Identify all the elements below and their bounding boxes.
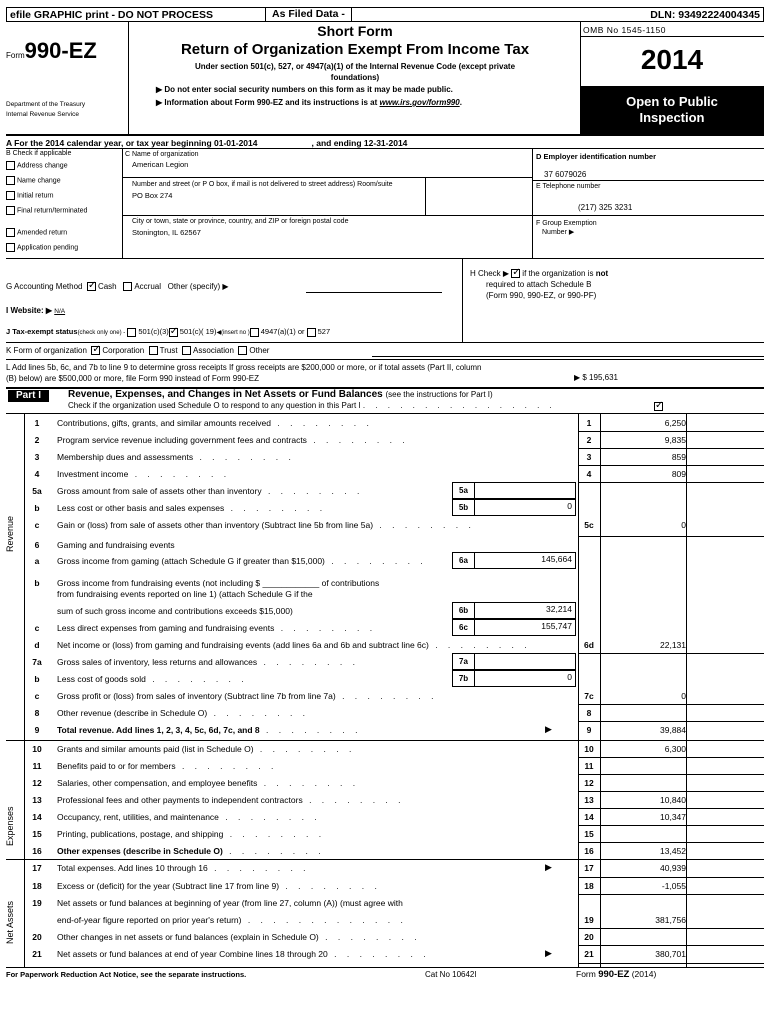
inner-box-label: 7a [453,654,475,669]
line-box-label: 19 [584,915,594,925]
amount-column-border [686,413,687,967]
line-label: from fundraising events reported on line 1) (attach Schedule G if the [57,589,313,599]
line-number: d [34,640,40,650]
line-label: Contributions, gifts, grants, and similar amounts received . . . . . . . . [57,418,373,428]
group-label: F Group Exemption Number ▶ [536,220,597,236]
line-box-label: 15 [584,829,594,839]
b-item[interactable]: Final return/terminated [6,206,116,215]
cat-number: Cat No 10642I [425,970,477,979]
501c-checkbox[interactable] [169,328,178,337]
paperwork-notice: For Paperwork Reduction Act Notice, see the separate instructions. [6,970,247,979]
line-number: 1 [34,418,40,428]
line-number: b [34,578,40,588]
checkbox[interactable] [6,176,15,185]
org-name: American Legion [132,160,189,169]
check-applicable: B Check if applicable [6,150,72,157]
line-label: end-of-year figure reported on prior year's return) . . . . . . . . . . . . . [57,915,407,925]
line-label: Program service revenue including government fees and contracts . . . . . . . . [57,435,409,445]
inner-box[interactable] [452,670,576,687]
dln: DLN: 93492224004345 [650,9,760,21]
inner-box[interactable] [452,653,576,670]
line-number: 2 [34,435,40,445]
phone-label: E Telephone number [536,183,601,190]
4947-checkbox[interactable] [250,328,259,337]
line-label: Other revenue (describe in Schedule O) . . . . . . . . [57,708,310,718]
line-box-label: 16 [584,846,594,856]
inner-box[interactable] [452,482,576,499]
arrow-icon: ▶ [545,862,552,872]
line-number: 14 [32,812,42,822]
inner-box-value: 0 [567,501,572,511]
form-number: Form990-EZ [6,38,97,63]
checkbox[interactable] [6,161,15,170]
part-i-label: Part I [8,390,49,402]
accounting-method: G Accounting Method ✓ Cash Accrual Other (specify) ▶ [6,282,229,291]
line-label: Gross income from fundraising events (not including $ ____________ of contributions [57,578,380,588]
line-box-label: 14 [584,812,594,822]
info-note: ▶ Information about Form 990-EZ and its instructions is at www.irs.gov/form990. [156,98,462,107]
line-value[interactable]: 40,939 [660,863,686,873]
line-number: b [34,674,40,684]
line-number: 13 [32,795,42,805]
line-number: 3 [34,452,40,462]
checkbox[interactable] [6,243,15,252]
line-value[interactable]: 22,131 [660,640,686,650]
line-number: 4 [34,469,40,479]
efile-label: efile GRAPHIC print - DO NOT PROCESS [10,9,214,21]
line-number: 16 [32,846,42,856]
inner-box[interactable] [452,499,576,516]
city-value: Stonington, IL 62567 [132,228,201,237]
line-label: Excess or (deficit) for the year (Subtract line 17 from line 9) . . . . . . . . [57,881,381,891]
street-value: PO Box 274 [132,191,173,200]
line-label: Net income or (loss) from gaming and fundraising events (add lines 6a and 6b and subtract line 6c) . . . . . . . . [57,640,531,650]
schedule-o-line: Check if the organization used Schedule O to respond to any question in this Part I . . . . . . . . . . . . . . . . [68,401,556,410]
line-value[interactable]: 10,840 [660,795,686,805]
line-number: b [34,503,40,513]
street-label: Number and street (or P O box, if mail is not delivered to street address) Room/suite [132,181,393,188]
line-box-label: 21 [584,949,594,959]
schedule-o-checkbox[interactable] [654,402,663,411]
inner-box[interactable] [452,619,576,636]
inner-box-value: 145,664 [541,554,572,564]
gross-receipts: ▶ $ 195,631 [574,373,618,382]
ssn-note: ▶ Do not enter social security numbers on this form as it may be made public. [156,85,453,94]
line-label: Less cost or other basis and sales expenses . . . . . . . . [57,503,327,513]
line-box-label: 3 [586,452,592,462]
association-checkbox[interactable] [182,346,191,355]
line-value[interactable]: 0 [681,520,686,530]
checkbox[interactable] [6,191,15,200]
checkbox[interactable] [6,228,15,237]
tax-year: 2014 [640,44,704,75]
line-number: 21 [32,949,42,959]
line-number: 19 [32,898,42,908]
subtitle: Under section 501(c), 527, or 4947(a)(1) of the Internal Revenue Code (except private foundations) [194,62,516,82]
filed-label: As Filed Data - [265,8,352,21]
line-label: Investment income . . . . . . . . [57,469,231,479]
line-value[interactable]: 809 [671,469,686,479]
line-value[interactable]: 9,835 [664,435,686,445]
b-item[interactable]: Address change [6,161,68,170]
line-value[interactable]: 39,884 [660,725,686,735]
line-label: Gross amount from sale of assets other than inventory . . . . . . . . [57,486,364,496]
line-label: Total expenses. Add lines 10 through 16 . . . . . . . . [57,863,310,873]
line-label: Gross sales of inventory, less returns and allowances . . . . . . . . [57,657,359,667]
line-value[interactable]: 0 [681,691,686,701]
line-label: Professional fees and other payments to independent contractors . . . . . . . . [57,795,405,805]
part-i-title: Revenue, Expenses, and Changes in Net Assets or Fund Balances (see the instructions for Part I) [68,389,493,400]
inner-box-label: 5a [453,483,475,498]
form-title: Return of Organization Exempt From Income Tax [180,41,530,58]
line-label: Other changes in net assets or fund balances (explain in Schedule O) . . . . . . . . [57,932,421,942]
inner-box-label: 7b [453,671,475,686]
inner-box-label: 5b [453,500,475,515]
line-label: Grants and similar amounts paid (list in Schedule O) . . . . . . . . [57,744,356,754]
line-box-label: 10 [584,744,594,754]
line-number: 17 [32,863,42,873]
line-value[interactable]: 13,452 [660,846,686,856]
line-label: Other expenses (describe in Schedule O) . . . . . . . . [57,846,325,856]
checkbox[interactable] [6,206,15,215]
line-number: 15 [32,829,42,839]
line-number: 7a [32,657,42,667]
inner-box-value: 155,747 [541,621,572,631]
corporation-checkbox[interactable] [91,346,100,355]
line-box-label: 9 [586,725,592,735]
line-label: Gaming and fundraising events [57,540,175,550]
line-value[interactable]: 6,300 [664,744,686,754]
inner-box-value: 32,214 [546,604,572,614]
inner-box-value: 0 [567,672,572,682]
phone-value: (217) 325 3231 [578,203,633,212]
expenses-side-label: Expenses [5,806,15,846]
line-number: 10 [32,744,42,754]
line-label: Net assets or fund balances at beginning of year (from line 27, column (A)) (must agree with [57,898,403,908]
open-public-badge: Open to Public Inspection [580,86,764,134]
dept-treasury: Department of the Treasury Internal Revenue Service [6,101,86,118]
inner-box-label: 6a [453,553,475,568]
line-box-label: 13 [584,795,594,805]
line-value[interactable]: 6,250 [664,418,686,428]
b-item[interactable]: Initial return [6,191,54,200]
line-box-label: 18 [584,881,594,891]
form-of-org: K Form of organization ✓ Corporation Trust Association Other [6,346,269,355]
line-box-label: 5c [584,520,594,530]
accrual-checkbox[interactable] [123,282,132,291]
schedule-b-checkbox[interactable] [511,269,520,278]
line-value[interactable]: -1,055 [661,881,686,891]
omb-number: OMB No 1545-1150 [583,25,666,35]
line-value[interactable]: 10,347 [660,812,686,822]
org-name-label: C Name of organization [125,151,199,158]
top-bar [6,7,764,22]
line-box-label: 12 [584,778,594,788]
line-label: Occupancy, rent, utilities, and maintenance . . . . . . . . [57,812,321,822]
inner-box-label: 6c [453,620,475,635]
line-number: 5a [32,486,42,496]
line-box-label: 2 [586,435,592,445]
line-box-label: 1 [586,418,592,428]
line-label: Benefits paid to or for members . . . . . . . . [57,761,278,771]
line-value[interactable]: 381,756 [655,915,686,925]
ein-value: 37 6079026 [544,170,587,179]
arrow-icon: ▶ [545,948,552,958]
ein-label: D Employer identification number [536,152,657,161]
inner-box-label: 6b [453,603,475,618]
line-label: Net assets or fund balances at end of year Combine lines 18 through 20 . . . . . . . . [57,949,430,959]
b-item[interactable]: Application pending [6,243,78,252]
line-number: 11 [32,761,42,771]
line-number: c [34,691,40,701]
line-l: L Add lines 5b, 6c, and 7b to line 9 to determine gross receipts If gross receipts are $200,000 or more, or if total assets (Part II, column (B) below) are $500,000 or more, file Form 990 instead of Form 990-EZ [6,363,482,383]
check-h: H Check ▶ ✓ if the organization is not required to attach Schedule B (Form 990, 990-EZ, or 990-PF) [470,268,608,301]
line-a: A For the 2014 calendar year, or tax year beginning 01-01-2014 , and ending 12-31-2014 [6,138,408,148]
line-label: Printing, publications, postage, and shipping . . . . . . . . [57,829,326,839]
line-label: Gross profit or (loss) from sales of inventory (Subtract line 7b from line 7a) . . . . . . . . [57,691,438,701]
line-value[interactable]: 859 [671,452,686,462]
line-number: 6 [34,540,40,550]
city-label: City or town, state or province, country, and ZIP or foreign postal code [132,218,349,225]
line-label: Membership dues and assessments . . . . . . . . [57,452,295,462]
line-number: 18 [32,881,42,891]
501c3-checkbox[interactable] [127,328,136,337]
line-number: c [34,623,40,633]
line-label: sum of such gross income and contributions exceeds $15,000) [57,606,293,616]
527-checkbox[interactable] [307,328,316,337]
website-value: N/A [54,308,66,315]
line-number: 9 [34,725,40,735]
net-assets-side-label: Net Assets [5,900,15,944]
line-label: Gain or (loss) from sale of assets other than inventory (Subtract line 5b from line 5a) . . . . . . . . [57,520,475,530]
inner-box[interactable] [452,602,576,619]
tax-exempt-status: J Tax-exempt status(check only one) - 501(c)(3)✓ 501(c)( 19)◀(insert no ) 4947(a)(1) or 527 [6,327,330,337]
line-box-label: 4 [586,469,592,479]
irs-link[interactable]: www.irs.gov/form990 [379,98,460,107]
trust-checkbox[interactable] [149,346,158,355]
revenue-side-label: Revenue [5,515,15,552]
line-number: 20 [32,932,42,942]
b-item[interactable]: Name change [6,176,61,185]
website: I Website: ▶ N/A [6,306,66,315]
short-form: Short Form [317,23,393,39]
cash-checkbox[interactable] [87,282,96,291]
other-checkbox[interactable] [238,346,247,355]
b-item[interactable]: Amended return [6,228,67,237]
line-box-label: 20 [584,932,594,942]
line-box-label: 6d [584,640,594,650]
line-box-label: 7c [584,691,594,701]
line-label: Gross income from gaming (attach Schedule G if greater than $15,000) . . . . . . . . [57,556,427,566]
line-label: Total revenue. Add lines 1, 2, 3, 4, 5c, 6d, 7c, and 8 . . . . . . . . [57,725,362,735]
line-box-label: 17 [584,863,594,873]
inner-box[interactable] [452,552,576,569]
line-label: Salaries, other compensation, and employee benefits . . . . . . . . [57,778,360,788]
line-value[interactable]: 380,701 [655,949,686,959]
line-box-label: 11 [584,761,594,771]
line-number: a [34,556,40,566]
line-label: Less cost of goods sold . . . . . . . . [57,674,248,684]
line-number: c [34,520,40,530]
form-footer: Form 990-EZ (2014) [576,969,657,980]
line-number: 12 [32,778,42,788]
line-box-label: 8 [586,708,592,718]
line-label: Less direct expenses from gaming and fundraising events . . . . . . . . [57,623,377,633]
line-number: 8 [34,708,40,718]
arrow-icon: ▶ [545,724,552,734]
